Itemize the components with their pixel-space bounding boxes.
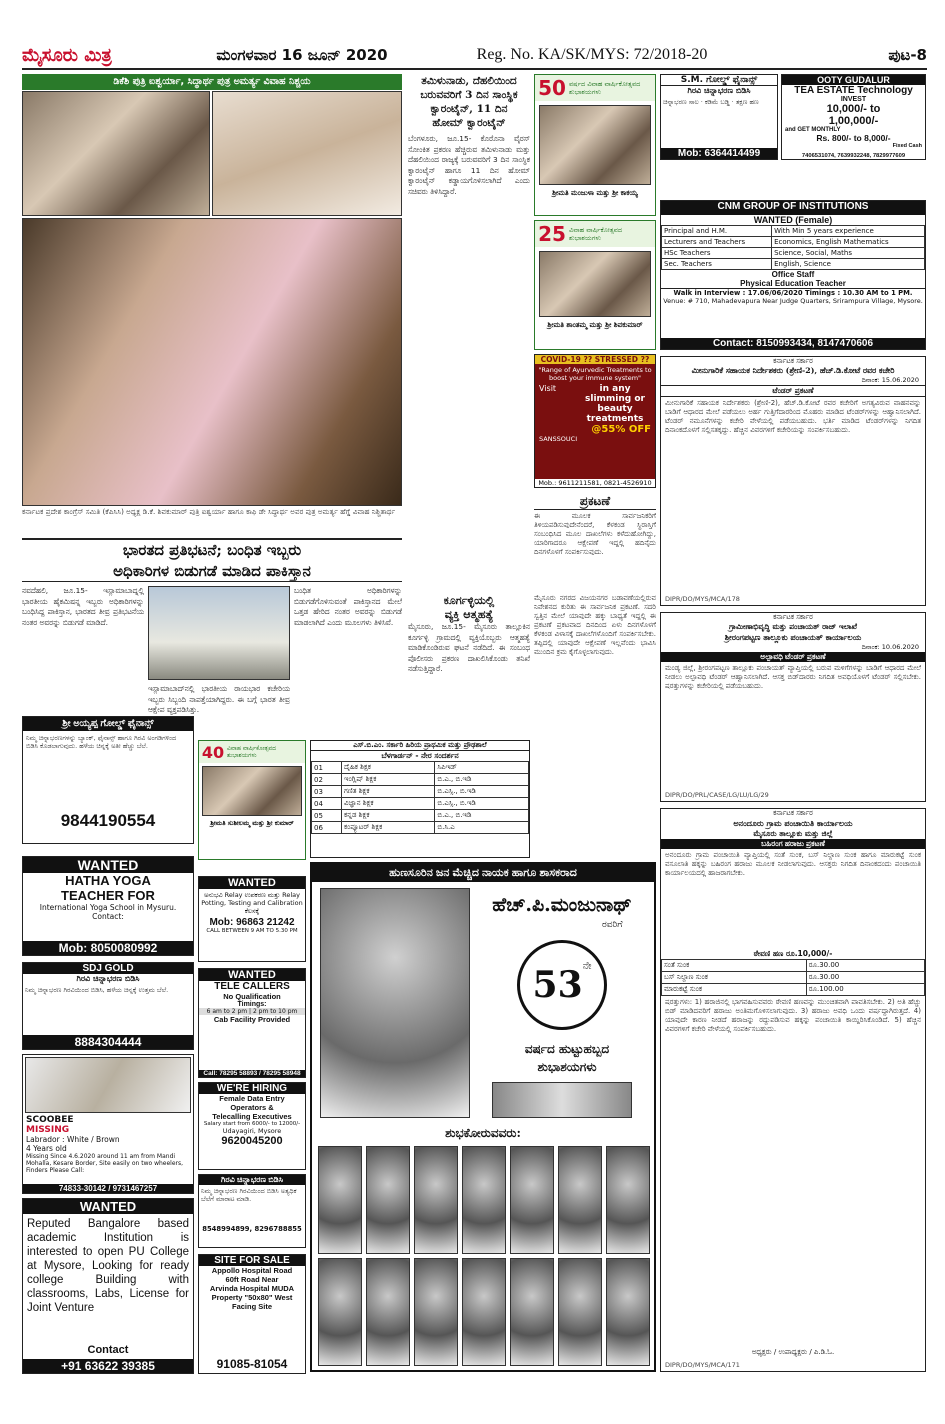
quarantine-headline-3: ಕ್ವಾರಂಟೈನ್, 11 ದಿನ — [430, 103, 508, 115]
tender-notice-1: ಕರ್ನಾಟಕ ಸರ್ಕಾರ ಮೀನುಗಾರಿಕೆ ಸಹಾಯಕ ನಿರ್ದೇಶಕರು (ಶ್ರೇಣಿ-2), ಹೆಚ್.ಡಿ.ಕೋಟೆ ರವರ ಕಚೇರಿ ದಿನಾಂಕ: 15.06.2020 ಟೆಂಡರ್ ಪ್ರಕಟಣೆ ಮೀನುಗಾರಿಕೆ ಸಹಾಯಕ ನಿರ್ದೇಶಕರು (ಶ್ರೇಣಿ-2), ಹೆಚ್.ಡಿ.ಕೋಟೆ ರವರ ಕಚೇರಿಗೆ ಅಗತ್ಯವಿರುವ ವಾಹನವನ್ನು ಬಾಡಿಗೆ ಆಧಾರದ ಮೇಲೆ ಪಡೆಯಲು ಅರ್ಹ ಗುತ್ತಿಗೆದಾರರಿಂದ ಮೊಹರು ಮಾಡಿದ ಟೆಂಡರ್‌ಗಳನ್ನು ಆಹ್ವಾನಿಸಲಾಗಿದೆ. ಟೆಂಡರ್ ನಮೂನೆಗಳನ್ನು ಕಚೇರಿ ವೇಳೆಯಲ್ಲಿ ಪಡೆಯಬಹುದು. ಭರ್ತಿ ಮಾಡಿದ ಟೆಂಡರ್‌ಗಳನ್ನು ನಿಗದಿತ ದಿನಾಂಕದೊಳಗೆ ಸಲ್ಲಿಸತಕ್ಕದ್ದು. ಹೆಚ್ಚಿನ ವಿವರಗಳಿಗೆ ಕಚೇರಿಯನ್ನು ಸಂಪರ್ಕಿಸಬಹುದು. DIPR/DO/MYS/MCA/178 — [660, 356, 926, 606]
tender1-gov: ಕರ್ನಾಟಕ ಸರ್ಕಾರ — [773, 357, 813, 365]
well-wisher-photo — [510, 1146, 554, 1254]
tender2-date: ದಿನಾಂಕ: 10.06.2020 — [861, 643, 919, 651]
legal-notice-column: ಮೈಸೂರು ನಗರದ ವಿಜಯನಗರ ಬಡಾವಣೆಯಲ್ಲಿರುವ ನಿವೇಶನದ ಕುರಿತು ಈ ಸಾರ್ವಜನಿಕ ಪ್ರಕಟಣೆ. ಸದರಿ ಸ್ವತ್ತಿನ ಮೇಲೆ ಯಾವುದೇ ಹಕ್ಕು ಬಾಧ್ಯತೆ ಇದ್ದಲ್ಲಿ ಈ ಪ್ರಕಟಣೆ ಪ್ರಕಟವಾದ ದಿನದಿಂದ ಏಳು ದಿನಗಳೊಳಗೆ ಕೆಳಕಂಡ ವಿಳಾಸಕ್ಕೆ ದಾಖಲೆಗಳೊಂದಿಗೆ ಸಂಪರ್ಕಿಸಬೇಕು. ತಪ್ಪಿದಲ್ಲಿ ಯಾವುದೇ ಆಕ್ಷೇಪಣೆ ಇಲ್ಲವೆಂದು ಭಾವಿಸಿ ಮುಂದಿನ ಕ್ರಮ ಕೈಗೊಳ್ಳಲಾಗುವುದು. — [534, 594, 656, 656]
suicide-story: ಕೂರ್ಗಳ್ಳಿಯಲ್ಲಿ ವ್ಯಕ್ತಿ ಆತ್ಮಹತ್ಯೆ ಮೈಸೂರು, ಜೂ.15- ಮೈಸೂರು ತಾಲ್ಲೂಕಿನ ಕೂರ್ಗಳ್ಳಿ ಗ್ರಾಮದಲ್ಲಿ ವ್ಯಕ್ತಿಯೊಬ್ಬರು ಆತ್ಮಹತ್ಯೆ ಮಾಡಿಕೊಂಡಿರುವ ಘಟನೆ ನಡೆದಿದೆ. ಈ ಸಂಬಂಧ ಪೊಲೀಸರು ಪ್ರಕರಣ ದಾಖಲಿಸಿಕೊಂಡು ತನಿಖೆ ನಡೆಸುತ್ತಿದ್ದಾರೆ. — [408, 594, 530, 674]
covid-brand: SANSSOUCI — [539, 435, 578, 443]
birthday-banner: ಹುಣಸೂರಿನ ಜನ ಮೆಚ್ಚಿದ ನಾಯಕ ಹಾಗೂ ಶಾಸಕರಾದ — [312, 864, 654, 882]
well-wisher-photo — [462, 1146, 506, 1254]
table-cell: 02 — [312, 774, 342, 786]
tender1-date: ದಿನಾಂಕ: 15.06.2020 — [861, 376, 919, 384]
tender3-sign: ಅಧ್ಯಕ್ಷರು / ಉಪಾಧ್ಯಕ್ಷರು / ಪಿ.ಡಿ.ಓ. — [751, 1348, 835, 1356]
vacancy-row — [312, 762, 529, 774]
engagement-photo-1 — [22, 91, 210, 216]
birthday-from: ಶುಭಕೋರುವವರು: — [445, 1126, 521, 1140]
table-cell: Lecturers and Teachers — [662, 237, 772, 248]
relay-text: ಅನುಭವಿ Relay ಉಪಕರಣ ಮತ್ತು Relay Potting, Testing and Calibration ಕೆಲಸಕ್ಕೆ — [201, 891, 303, 915]
dog-missing: MISSING — [26, 1125, 70, 1135]
hiring-line1: Female Data Entry — [219, 1094, 285, 1103]
table-cell: ಬಸ್ ನಿಲ್ದಾಣ ಸುಂಕ — [662, 972, 807, 984]
relay-call: CALL BETWEEN 9 AM TO 5.30 PM — [206, 928, 298, 934]
girvi-ad: ಗಿರವಿ ಚಿನ್ನಾಭರಣ ಬಿಡಿಸಿ ನಿಮ್ಮ ಚಿನ್ನಾಭರಣ ಗಿರವಿಯಿಂದ ಬಿಡಿಸಿ ಅತ್ಯಧಿಕ ಬೆಲೆಗೆ ಮಾರಾಟ ಮಾಡಿ. 8548994899, 8296788855 — [198, 1174, 306, 1248]
birthday-name: ಹೆಚ್.ಪಿ.ಮಂಜುನಾಥ್ — [492, 894, 632, 916]
fee-row — [662, 972, 925, 984]
table-cell: ಬಿ.ಎ., ಬಿ.ಇಡಿ — [435, 774, 529, 786]
ayyappa-phone: 9844190554 — [60, 811, 156, 830]
wish-25-number: 25 — [538, 222, 566, 246]
sm-gold-sub: ಗಿರವಿ ಚಿನ್ನಾಭರಣ ಬಿಡಿಸಿ — [687, 86, 751, 95]
tele-timings: Timings: — [237, 1001, 267, 1008]
well-wisher-photo — [318, 1146, 362, 1254]
cnm-contact: Contact: 8150993434, 8147470606 — [661, 338, 925, 349]
ayyappa-title: ಶ್ರೀ ಅಯ್ಯಪ್ಪ ಗೋಲ್ಡ್ ಫೈನಾನ್ಸ್ — [23, 717, 193, 731]
suicide-headline-1: ಕೂರ್ಗಳ್ಳಿಯಲ್ಲಿ — [443, 594, 495, 607]
ooty-monthly: and GET MONTHLY — [785, 127, 841, 133]
relay-wanted-ad — [198, 876, 306, 962]
hatha-line1: HATHA YOGA — [65, 873, 151, 888]
wish-40-label: ವಿವಾಹ ವಾರ್ಷಿಕೋತ್ಸವದ ಶುಭಾಶಯಗಳು — [227, 745, 277, 759]
sm-gold-title: S.M. ಗೋಲ್ಡ್ ಫೈನಾನ್ಸ್ — [661, 75, 777, 86]
well-wisher-photo — [414, 1258, 458, 1366]
tender3-notice: ಬಹಿರಂಗ ಹರಾಜು ಪ್ರಕಟಣೆ — [661, 839, 925, 849]
public-notice: ಪ್ರಕಟಣೆ ಈ ಮೂಲಕ ಸಾರ್ವಜನಿಕರಿಗೆ ತಿಳಿಯಪಡಿಸುವುದೇನೆಂದರೆ, ಕೆಳಕಂಡ ಸ್ಥಿರಾಸ್ತಿಗೆ ಸಂಬಂಧಿಸಿದ ಮೂಲ ದಾಖಲೆಗಳು ಕಳೆದುಹೋಗಿದ್ದು, ಯಾರಿಗಾದರೂ ಆಕ್ಷೇಪಣೆ ಇದ್ದಲ್ಲಿ ಹದಿನೈದು ದಿನಗಳೊಳಗೆ ಸಂಪರ್ಕಿಸುವುದು. — [534, 494, 656, 556]
cnm-pe: Physical Education Teacher — [740, 279, 846, 288]
site-phone: 91085-81054 — [216, 1357, 288, 1371]
cnm-wanted: WANTED (Female) — [753, 215, 833, 225]
pak-headline-2: ಅಧಿಕಾರಿಗಳ ಬಿಡುಗಡೆ ಮಾಡಿದ ಪಾಕಿಸ್ತಾನ — [113, 562, 311, 580]
tender1-ref: DIPR/DO/MYS/MCA/178 — [665, 595, 740, 603]
quarantine-headline-1: ತಮಿಳುನಾಡು, ದೆಹಲಿಯಿಂದ — [421, 75, 517, 87]
site-title: SITE FOR SALE — [199, 1255, 305, 1266]
site-line2: 60ft Road Near — [225, 1275, 279, 1284]
well-wisher-photo — [318, 1258, 362, 1366]
cnm-position-row — [662, 226, 925, 237]
tender3-title: ಅನಂದೂರು ಗ್ರಾಮ ಪಂಚಾಯಿತಿ ಕಾರ್ಯಾಲಯ — [733, 818, 853, 828]
covid-slim: in any slimming or beauty treatments — [585, 384, 645, 424]
tender3-sub: ಮೈಸೂರು ತಾಲ್ಲೂಕು ಮತ್ತು ಜಿಲ್ಲೆ — [753, 829, 833, 838]
hiring-salary: Salary start from 6000/- to 12000/- — [203, 1121, 301, 1127]
site-line1: Appollo Hospital Road — [211, 1266, 293, 1275]
covid-range: "Range of Ayurvedic Treatments to boost your immune system" — [538, 366, 652, 382]
table-cell: Economics, English Mathematics — [772, 237, 925, 248]
table-cell: ರೂ.100.00 — [806, 984, 924, 996]
table-cell: Principal and H.M. — [662, 226, 772, 237]
well-wisher-photo — [462, 1258, 506, 1366]
wish-50-names: ಶ್ರೀಮತಿ ಮಂಜುಳಾ ಮತ್ತು ಶ್ರೀ ಕಾಕಯ್ಯ — [552, 189, 638, 197]
missing-dog-ad — [22, 1054, 194, 1194]
table-cell: ಕಂಪ್ಯೂಟರ್ ಶಿಕ್ಷಕ — [342, 822, 435, 834]
well-wishers-grid — [318, 1146, 650, 1366]
wish-25-names: ಶ್ರೀಮತಿ ಶಾಂತಮ್ಮ ಮತ್ತು ಶ್ರೀ ಶಿವಕುಮಾರ್ — [547, 321, 643, 329]
birthday-ad — [310, 862, 656, 1372]
hatha-phone: Mob: 8050080992 — [23, 941, 193, 955]
school-vacancy-table — [311, 761, 529, 834]
tender2-sub: ಶ್ರೀರಂಗಪಟ್ಟಣ ತಾಲ್ಲೂಕು ಪಂಚಾಯತ್ ಕಾರ್ಯಾಲಯ — [724, 632, 862, 642]
top-story-kicker: ಡಿಕೆಶಿ ಪುತ್ರಿ ಐಶ್ವರ್ಯಾ, ಸಿದ್ಧಾರ್ಥ ಪುತ್ರ ಅಮರ್ತ್ಯ ವಿವಾಹ ನಿಶ್ಚಯ — [22, 74, 402, 90]
birthday-ordinal: ನೇ — [582, 961, 592, 972]
relay-wanted: WANTED — [199, 877, 305, 889]
table-cell: HSc Teachers — [662, 248, 772, 259]
wish-40-ad — [198, 740, 306, 860]
cnm-position-row — [662, 259, 925, 270]
tender2-ref: DIPR/DO/PRL/CASE/LG/LU/LG/29 — [665, 791, 769, 799]
girvi-title: ಗಿರವಿ ಚಿನ್ನಾಭರಣ ಬಿಡಿಸಿ — [199, 1175, 305, 1185]
photo-caption: ಕರ್ನಾಟಕ ಪ್ರದೇಶ ಕಾಂಗ್ರೆಸ್ ಸಮಿತಿ (ಕೆಪಿಸಿಸಿ) ಅಧ್ಯಕ್ಷ ಡಿ.ಕೆ. ಶಿವಕುಮಾರ್ ಪುತ್ರಿ ಐಶ್ವರ್ಯಾ ಹಾಗೂ ಕಾಫಿ ಡೇ ಸಿದ್ಧಾರ್ಥ ಅವರ ಪುತ್ರ ಅಮರ್ತ್ಯ ಹೆಗ್ಡೆ ವಿವಾಹ ನಿಶ್ಚಿತಾರ್ಥ — [22, 508, 396, 516]
tender2-notice: ಅಲ್ಪಾವಧಿ ಟೆಂಡರ್ ಪ್ರಕಟಣೆ — [661, 652, 925, 662]
ooty-phones: 7406531074, 7639932248, 7829977609 — [801, 153, 906, 159]
sdj-gold-ad: SDJ GOLD ಗಿರವಿ ಚಿನ್ನಾಭರಣ ಬಿಡಿಸಿ ನಿಮ್ಮ ಚಿನ್ನಾಭರಣ ಗಿರವಿಯಿಂದ ಬಿಡಿಸಿ, ಹಳೆಯ ಚಿನ್ನಕ್ಕೆ ಉತ್ತಮ ಬೆಲೆ. 8884304444 — [22, 962, 194, 1050]
site-sale-ad — [198, 1254, 306, 1374]
registration-number: Reg. No. KA/SK/MYS: 72/2018-20 — [476, 46, 708, 63]
ooty-line1: TEA ESTATE Technology — [794, 85, 913, 96]
fee-row — [662, 960, 925, 972]
pak-story-photo — [148, 586, 290, 680]
well-wisher-photo — [366, 1258, 410, 1366]
wish-50-photo — [539, 105, 651, 185]
tele-cab: Cab Facility Provided — [213, 1015, 291, 1024]
cnm-group-ad — [660, 200, 926, 350]
dog-name: SCOOBEE — [26, 1115, 74, 1125]
table-cell: With Min 5 years experience — [772, 226, 925, 237]
table-cell: 01 — [312, 762, 342, 774]
vacancy-row — [312, 822, 529, 834]
wish-25-photo — [539, 251, 651, 317]
cnm-position-row — [662, 237, 925, 248]
birthday-greet2: ಶುಭಾಶಯಗಳು — [537, 1060, 597, 1074]
birthday-greet1: ವರ್ಷದ ಹುಟ್ಟುಹಬ್ಬದ — [524, 1042, 610, 1056]
table-cell: English, Science — [772, 259, 925, 270]
notice-title: ಪ್ರಕಟಣೆ — [534, 494, 656, 510]
fee-row — [662, 984, 925, 996]
covid-ayurveda-ad — [534, 354, 656, 488]
vacancy-row — [312, 774, 529, 786]
well-wisher-photo — [510, 1258, 554, 1366]
telecallers-ad — [198, 968, 306, 1078]
covid-visit: Visit — [539, 384, 557, 393]
flower-bouquet — [492, 1082, 632, 1118]
table-cell: 05 — [312, 810, 342, 822]
table-cell: ರೂ.30.00 — [806, 960, 924, 972]
table-cell: ಬಿ.ಸಿ.ಎ — [435, 822, 529, 834]
sdj-title: SDJ GOLD — [23, 963, 193, 974]
well-wisher-photo — [366, 1146, 410, 1254]
hatha-wanted: WANTED — [23, 857, 193, 873]
suicide-headline-2: ವ್ಯಕ್ತಿ ಆತ್ಮಹತ್ಯೆ — [444, 608, 494, 621]
quarantine-story — [408, 74, 530, 484]
engagement-photo-main — [22, 218, 402, 506]
cnm-position-row — [662, 248, 925, 259]
sdj-phone: 8884304444 — [23, 1035, 193, 1049]
tender3-deposit: ಠೇವಣಿ ಹಣ ರೂ.10,000/- — [753, 949, 833, 958]
well-wisher-photo — [558, 1258, 602, 1366]
tele-slot: 6 am to 2 pm | 2 pm to 10 pm — [199, 1008, 305, 1015]
masthead-logo: ಮೈಸೂರು ಮಿತ್ರ — [22, 44, 112, 66]
vacancy-row — [312, 810, 529, 822]
college-wanted: WANTED — [23, 1199, 193, 1214]
hiring-loc: Udayagiri, Mysore — [222, 1127, 282, 1135]
table-cell: ವಿಜ್ಞಾನ ಶಿಕ್ಷಕ — [342, 798, 435, 810]
hatha-line3: International Yoga School in Mysuru. Contact: — [39, 903, 177, 921]
wish-50-number: 50 — [538, 76, 566, 100]
tender2-gov: ಕರ್ನಾಟಕ ಸರ್ಕಾರ — [773, 613, 813, 621]
covid-mobile: Mob.: 9611211581, 0821-4526910 — [535, 479, 655, 487]
well-wisher-photo — [606, 1258, 650, 1366]
tender1-title: ಮೀನುಗಾರಿಕೆ ಸಹಾಯಕ ನಿರ್ದೇಶಕರು (ಶ್ರೇಣಿ-2), ಹೆಚ್.ಡಿ.ಕೋಟೆ ರವರ ಕಚೇರಿ — [691, 366, 895, 375]
dog-details: Missing Since 4.6.2020 around 11 am from Mandi Mohalla, Kesare Border, Site easily on two wheelers, Finders Please Call: — [26, 1153, 184, 1174]
dog-photo — [25, 1057, 191, 1113]
tender-notice-2: ಕರ್ನಾಟಕ ಸರ್ಕಾರ ಗ್ರಾಮೀಣಾಭಿವೃದ್ಧಿ ಮತ್ತು ಪಂಚಾಯತ್ ರಾಜ್ ಇಲಾಖೆ ಶ್ರೀರಂಗಪಟ್ಟಣ ತಾಲ್ಲೂಕು ಪಂಚಾಯತ್ ಕಾರ್ಯಾಲಯ ದಿನಾಂಕ: 10.06.2020 ಅಲ್ಪಾವಧಿ ಟೆಂಡರ್ ಪ್ರಕಟಣೆ ಮಂಡ್ಯ ಜಿಲ್ಲೆ, ಶ್ರೀರಂಗಪಟ್ಟಣ ತಾಲ್ಲೂಕು ಪಂಚಾಯತ್ ವ್ಯಾಪ್ತಿಯಲ್ಲಿ ಬರುವ ಮಳಿಗೆಗಳನ್ನು ಬಾಡಿಗೆ ಆಧಾರದ ಮೇಲೆ ನೀಡಲು ಅಲ್ಪಾವಧಿ ಟೆಂಡರ್ ಆಹ್ವಾನಿಸಲಾಗಿದೆ. ಆಸಕ್ತ ಬಿಡ್‌ದಾರರು ನಿಗದಿತ ಅವಧಿಯೊಳಗೆ ಟೆಂಡರ್ ಸಲ್ಲಿಸಬೇಕು. ಷರತ್ತುಗಳನ್ನು ಕಚೇರಿಯಲ್ಲಿ ಪಡೆಯಬಹುದು. DIPR/DO/PRL/CASE/LG/LU/LG/29 — [660, 612, 926, 802]
birthday-badge — [517, 940, 607, 1030]
dog-age: 4 Years old — [26, 1144, 67, 1153]
table-cell: ಸಿಪಿಇಡ್ — [435, 762, 529, 774]
hatha-yoga-ad — [22, 856, 194, 956]
issue-date: ಮಂಗಳವಾರ 16 ಜೂನ್ 2020 — [216, 46, 388, 64]
school-interview-ad — [310, 740, 530, 858]
hiring-title: WE'RE HIRING — [199, 1083, 305, 1094]
table-cell: Science, Social, Maths — [772, 248, 925, 259]
wish-40-photo — [202, 766, 302, 816]
mla-portrait — [320, 888, 470, 1118]
cnm-title: CNM GROUP OF INSTITUTIONS — [661, 201, 925, 215]
wish-25-label: ವಿವಾಹ ವಾರ್ಷಿಕೋತ್ಸವದ ಶುಭಾಶಯಗಳು — [569, 226, 623, 242]
ayyappa-gold-ad: ಶ್ರೀ ಅಯ್ಯಪ್ಪ ಗೋಲ್ಡ್ ಫೈನಾನ್ಸ್ ನಿಮ್ಮ ಚಿನ್ನಾಭರಣಗಳನ್ನು ಬ್ಯಾಂಕ್, ಫೈನಾನ್ಸ್ ಹಾಗೂ ಗಿರವಿ ಅಂಗಡಿಗಳಿಂದ ಬಿಡಿಸಿ ಕೊಡಲಾಗುವುದು. ಹಳೆಯ ಚಿನ್ನಕ್ಕೆ ಅತೀ ಹೆಚ್ಚು ಬೆಲೆ. 9844190554 — [22, 716, 194, 844]
school-sub: ಬೆಳಗಾರ್ಡನ್ - ನೇರ ಸಂದರ್ಶನ — [381, 751, 459, 760]
cnm-venue: Venue: # 710, Mahadevapura Near Judge Quarters, Srirampura Village, Mysore. — [663, 297, 923, 305]
site-line5: Facing Site — [231, 1302, 272, 1311]
college-contact: Contact — [87, 1344, 129, 1356]
pak-headline-1: ಭಾರತದ ಪ್ರತಿಭಟನೆ; ಬಂಧಿತ ಇಬ್ಬರು — [122, 541, 302, 559]
vacancy-row — [312, 798, 529, 810]
dog-phone: 74833-30142 / 9731467257 — [23, 1184, 193, 1193]
table-cell: ರೂ.30.00 — [806, 972, 924, 984]
college-building-ad — [22, 1198, 194, 1374]
hiring-ad — [198, 1082, 306, 1170]
tender1-notice: ಟೆಂಡರ್ ಪ್ರಕಟಣೆ — [661, 385, 925, 397]
ooty-title: OOTY GUDALUR — [782, 75, 925, 85]
girvi-phone: 8548994899, 8296788855 — [202, 1225, 302, 1233]
table-cell: ಗಣಿತ ಶಿಕ್ಷಕ — [342, 786, 435, 798]
wish-50-label: ವರ್ಷದ ವಿವಾಹ ವಾರ್ಷಿಕೋತ್ಸವದ ಶುಭಾಶಯಗಳು — [569, 80, 641, 96]
table-cell: ಇಂಗ್ಲಿಷ್ ಶಿಕ್ಷಕ — [342, 774, 435, 786]
sdj-sub: ಗಿರವಿ ಚಿನ್ನಾಭರಣ ಬಿಡಿಸಿ — [76, 974, 140, 983]
vacancy-row — [312, 786, 529, 798]
quarantine-body: ಬೆಂಗಳೂರು, ಜೂ.15- ಕೊರೊನಾ ವೈರಸ್ ಸೋಂಕಿತ ಪ್ರಕರಣ ಹೆಚ್ಚಿರುವ ತಮಿಳುನಾಡು ಮತ್ತು ದೆಹಲಿಯಿಂದ ರಾಜ್ಯಕ್ಕೆ ಬರುವವರಿಗೆ 3 ದಿನ ಸಾಂಸ್ಥಿಕ ಕ್ವಾರಂಟೈನ್ ಹಾಗೂ 11 ದಿನ ಹೋಮ್ ಕ್ವಾರಂಟೈನ್ ಕಡ್ಡಾಯಗೊಳಿಸಲಾಗಿದೆ ಎಂದು ಸಚಿವರು ತಿಳಿಸಿದ್ದಾರೆ. — [408, 134, 530, 196]
tele-title: TELE CALLERS — [214, 981, 290, 992]
wish-40-number: 40 — [201, 742, 225, 762]
sm-gold-phone: Mob: 6364414499 — [661, 148, 777, 159]
birthday-suffix: ರವರಿಗೆ — [602, 920, 623, 930]
tele-wanted: WANTED — [199, 969, 305, 981]
table-cell: ಮಾರುಕಟ್ಟೆ ಸುಂಕ — [662, 984, 807, 996]
well-wisher-photo — [606, 1146, 650, 1254]
well-wisher-photo — [414, 1146, 458, 1254]
cnm-positions-table — [661, 225, 925, 270]
table-cell: 06 — [312, 822, 342, 834]
site-line3: Arvinda Hospital MUDA — [209, 1284, 295, 1293]
pak-story-body-1: ನವದೆಹಲಿ, ಜೂ.15- ಇಸ್ಲಾಮಾಬಾದ್ನಲ್ಲಿ ಭಾರತೀಯ ಹೈಕಮಿಷನ್ನ ಇಬ್ಬರು ಅಧಿಕಾರಿಗಳನ್ನು ಬಂಧಿಸಿದ್ದ ಪಾಕಿಸ್ತಾನ, ಭಾರತದ ತೀವ್ರ ಪ್ರತಿಭಟನೆಯ ನಂತರ ಅವರನ್ನು ಬಿಡುಗಡೆ ಮಾಡಿದೆ. — [22, 586, 144, 627]
wish-40-names: ಶ್ರೀಮತಿ ಸುಶೀಲಮ್ಮ ಮತ್ತು ಶ್ರೀ ಕುಮಾರ್ — [210, 819, 294, 827]
relay-phone: Mob: 96863 21242 — [209, 917, 295, 928]
ooty-rs: Rs. 800/- to 8,000/- — [816, 133, 891, 143]
table-cell: ಕನ್ನಡ ಶಿಕ್ಷಕ — [342, 810, 435, 822]
table-cell: ಸಂತೆ ಸುಂಕ — [662, 960, 807, 972]
wish-25-ad — [534, 220, 656, 350]
page-number: ಪುಟ-8 — [888, 46, 927, 64]
college-body: Reputed Bangalore based academic Institution is interested to open PU College at Mysore, Looking for ready college Building with classrooms, Labs, License for Joint Venture — [27, 1218, 189, 1314]
cnm-office: Office Staff — [771, 270, 815, 279]
school-title: ಎಸ್.ಬಿ.ಎಂ. ಸರ್ಕಾರಿ ಹಿರಿಯ ಪ್ರಾಥಮಿಕ ಮತ್ತು ಪ್ರೌಢಶಾಲೆ — [311, 741, 529, 751]
table-cell: ಬಿ.ಎ., ಬಿ.ಇಡಿ — [435, 810, 529, 822]
tender2-title: ಗ್ರಾಮೀಣಾಭಿವೃದ್ಧಿ ಮತ್ತು ಪಂಚಾಯತ್ ರಾಜ್ ಇಲಾಖೆ — [729, 622, 857, 631]
table-cell: 04 — [312, 798, 342, 810]
ooty-amount2: 1,00,000/- — [828, 115, 879, 127]
table-cell: ಬಿ.ಎಸ್ಸಿ., ಬಿ.ಇಡಿ — [435, 786, 529, 798]
pak-story-headline — [22, 538, 402, 582]
quarantine-headline-4: ಹೋಮ್ ಕ್ವಾರಂಟೈನ್ — [432, 117, 506, 129]
table-cell: Sec. Teachers — [662, 259, 772, 270]
covid-question: COVID-19 ?? STRESSED ?? — [535, 355, 655, 364]
well-wisher-photo — [558, 1146, 602, 1254]
birthday-number: 53 — [532, 964, 583, 1006]
tender-notice-3: ಕರ್ನಾಟಕ ಸರ್ಕಾರ ಅನಂದೂರು ಗ್ರಾಮ ಪಂಚಾಯಿತಿ ಕಾರ್ಯಾಲಯ ಮೈಸೂರು ತಾಲ್ಲೂಕು ಮತ್ತು ಜಿಲ್ಲೆ ಬಹಿರಂಗ ಹರಾಜು ಪ್ರಕಟಣೆ ಅನಂದೂರು ಗ್ರಾಮ ಪಂಚಾಯಿತಿ ವ್ಯಾಪ್ತಿಯಲ್ಲಿ ಸಂತೆ ಸುಂಕ, ಬಸ್ ನಿಲ್ದಾಣ ಸುಂಕ ಹಾಗೂ ಮಾರುಕಟ್ಟೆ ಸುಂಕ ವಸೂಲಾತಿ ಹಕ್ಕನ್ನು ಬಹಿರಂಗ ಹರಾಜು ಮೂಲಕ ನೀಡಲಾಗುವುದು. ಆಸಕ್ತರು ನಿಗದಿತ ದಿನಾಂಕದಂದು ಪಂಚಾಯಿತಿ ಕಾರ್ಯಾಲಯದಲ್ಲಿ ಹಾಜರಾಗಬೇಕು. ಠೇವಣಿ ಹಣ ರೂ.10,000/- ಸಂತೆ ಸುಂಕ ರೂ.30.00 ಬಸ್ ನಿಲ್ದಾಣ ಸುಂಕ ರೂ.30.00 ಮಾರುಕಟ್ಟೆ ಸುಂಕ ರೂ.100.00 ಷರತ್ತುಗಳು: 1) ಹರಾಜಿನಲ್ಲಿ ಭಾಗವಹಿಸುವವರು ಠೇವಣಿ ಹಣವನ್ನು ಮುಂಚಿತವಾಗಿ ಪಾವತಿಸಬೇಕು. 2) ಅತಿ ಹೆಚ್ಚು ಬಿಡ್ ಮಾಡಿದವರಿಗೆ ಹರಾಜು ಅಂತಿಮಗೊಳಿಸಲಾಗುವುದು. 3) ಹರಾಜು ಅವಧಿ ಒಂದು ವರ್ಷದ್ದಾಗಿರುತ್ತದೆ. 4) ಯಾವುದೇ ಕಾರಣ ನೀಡದೆ ಹರಾಜನ್ನು ರದ್ದುಪಡಿಸುವ ಹಕ್ಕನ್ನು ಪಂಚಾಯಿತಿ ಕಾಯ್ದಿರಿಸಿಕೊಂಡಿದೆ. 5) ಹೆಚ್ಚಿನ ವಿವರಗಳಿಗೆ ಕಚೇರಿ ವೇಳೆಯಲ್ಲಿ ಸಂಪರ್ಕಿಸಬಹುದು. ಅಧ್ಯಕ್ಷರು / ಉಪಾಧ್ಯಕ್ಷರು / ಪಿ.ಡಿ.ಓ. DIPR/DO/MYS/MCA/171 — [660, 808, 926, 1372]
college-phone: +91 63622 39385 — [23, 1359, 193, 1373]
ooty-tea-ad — [781, 74, 926, 160]
sm-gold-ad: S.M. ಗೋಲ್ಡ್ ಫೈನಾನ್ಸ್ ಗಿರವಿ ಚಿನ್ನಾಭರಣ ಬಿಡಿಸಿ ಚಿನ್ನಾಭರಣ ಸಾಲ · ಕಡಿಮೆ ಬಡ್ಡಿ · ತಕ್ಷಣ ಹಣ Mob: 6364414499 — [660, 74, 778, 160]
ooty-amount: 10,000/- to — [826, 103, 881, 115]
cnm-walkin: Walk in Interview : 17.06/06/2020 Timings : 10.30 AM to 1 PM. — [661, 288, 925, 297]
hiring-line3: Telecalling Executives — [212, 1112, 292, 1121]
table-cell: ದೈಹಿಕ ಶಿಕ್ಷಕ — [342, 762, 435, 774]
hatha-line2: TEACHER FOR — [61, 888, 155, 903]
engagement-photo-2 — [212, 91, 402, 216]
tele-noq: No Qualification — [223, 992, 281, 1001]
tender3-fee-table — [661, 959, 925, 996]
tender3-ref: DIPR/DO/MYS/MCA/171 — [665, 1361, 740, 1369]
table-cell: 03 — [312, 786, 342, 798]
hiring-phone: 9620045200 — [221, 1135, 283, 1147]
quarantine-headline-2: ಬರುವವರಿಗೆ 3 ದಿನ ಸಾಂಸ್ಥಿಕ — [420, 89, 518, 101]
masthead-bar — [22, 42, 927, 70]
tele-phone: Call: 78295 58893 / 78295 58948 — [199, 1070, 305, 1077]
table-cell: ಬಿ.ಎಸ್ಸಿ., ಬಿ.ಇಡಿ — [435, 798, 529, 810]
site-line4: Property "50x80" West — [211, 1293, 293, 1302]
wish-50-ad — [534, 74, 656, 216]
dog-breed: Labrador : White / Brown — [26, 1135, 120, 1144]
tender3-gov: ಕರ್ನಾಟಕ ಸರ್ಕಾರ — [773, 809, 813, 817]
ooty-line2: INVEST — [840, 96, 867, 103]
hiring-line2: Operators & — [230, 1103, 274, 1112]
ooty-fixed: Fixed Cash — [892, 143, 922, 149]
covid-offer: @55% OFF — [591, 424, 651, 435]
